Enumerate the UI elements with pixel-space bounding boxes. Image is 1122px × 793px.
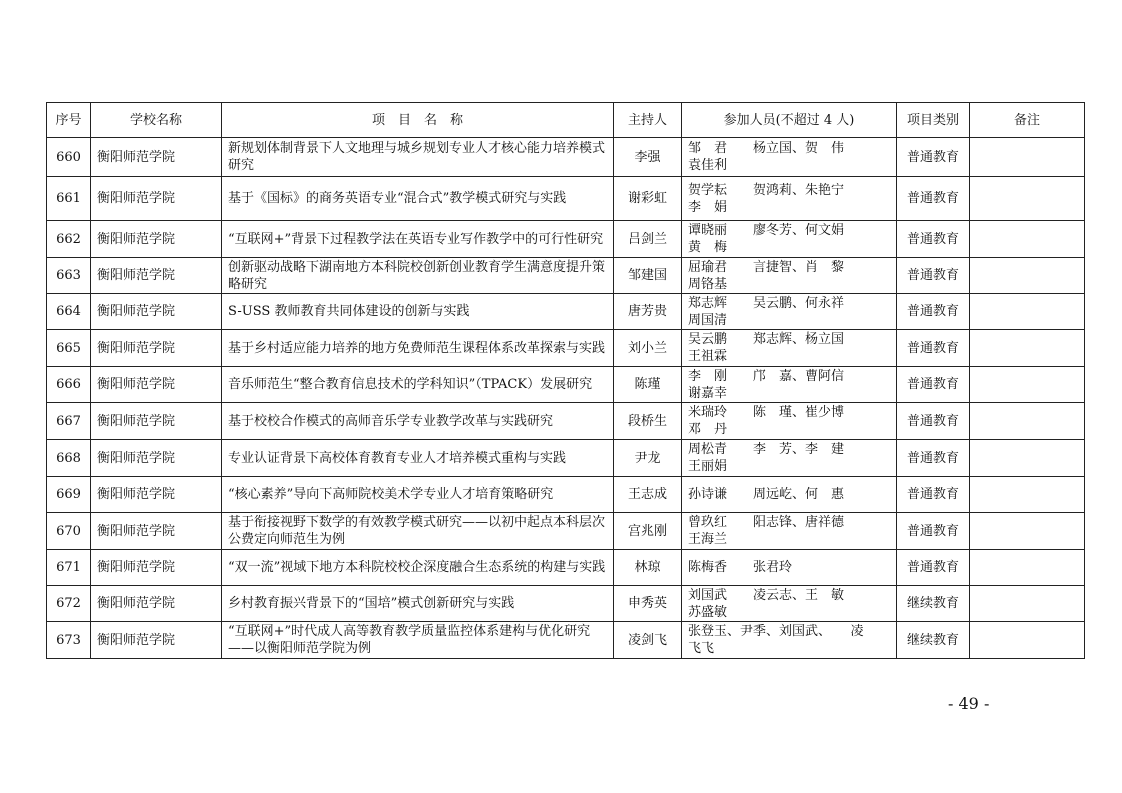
cell-school: 衡阳师范学院 — [91, 221, 222, 258]
cell-project: 创新驱动战略下湖南地方本科院校创新创业教育学生满意度提升策略研究 — [222, 258, 614, 294]
cell-host: 唐芳贵 — [614, 294, 682, 330]
cell-type: 普通教育 — [897, 330, 970, 367]
cell-note — [970, 440, 1085, 477]
cell-note — [970, 513, 1085, 550]
cell-school: 衡阳师范学院 — [91, 477, 222, 513]
table-row — [47, 550, 1085, 586]
cell-host: 邹建国 — [614, 258, 682, 294]
table-row — [47, 138, 1085, 177]
cell-type: 继续教育 — [897, 622, 970, 659]
table-header-row — [47, 103, 1085, 138]
cell-note — [970, 177, 1085, 221]
table-row — [47, 440, 1085, 477]
cell-project: S-USS 教师教育共同体建设的创新与实践 — [222, 294, 614, 330]
cell-host: 宫兆刚 — [614, 513, 682, 550]
cell-type: 普通教育 — [897, 138, 970, 177]
table-row — [47, 403, 1085, 440]
cell-no: 669 — [47, 477, 91, 513]
cell-no: 665 — [47, 330, 91, 367]
cell-members: 李 刚 邝 嘉、曹阿信 谢嘉幸 — [682, 367, 897, 403]
cell-school: 衡阳师范学院 — [91, 440, 222, 477]
cell-members: 周松青 李 芳、李 建 王丽娟 — [682, 440, 897, 477]
cell-note — [970, 294, 1085, 330]
table-row — [47, 258, 1085, 294]
cell-project: “互联网+”背景下过程教学法在英语专业写作教学中的可行性研究 — [222, 221, 614, 258]
header-host: 主持人 — [614, 103, 682, 138]
cell-project: “核心素养”导向下高师院校美术学专业人才培育策略研究 — [222, 477, 614, 513]
cell-members: 米瑞玲 陈 瑾、崔少博 邓 丹 — [682, 403, 897, 440]
cell-type: 普通教育 — [897, 177, 970, 221]
cell-members: 贺学耘 贺鸿莉、朱艳宁 李 娟 — [682, 177, 897, 221]
table-row — [47, 177, 1085, 221]
header-members: 参加人员(不超过 4 人) — [682, 103, 897, 138]
cell-no: 666 — [47, 367, 91, 403]
cell-type: 普通教育 — [897, 550, 970, 586]
cell-type: 继续教育 — [897, 586, 970, 622]
header-type: 项目类别 — [897, 103, 970, 138]
cell-host: 谢彩虹 — [614, 177, 682, 221]
cell-school: 衡阳师范学院 — [91, 138, 222, 177]
cell-members: 张登玉、尹季、刘国武、 凌 飞飞 — [682, 622, 897, 659]
table-row — [47, 330, 1085, 367]
table-row — [47, 221, 1085, 258]
cell-school: 衡阳师范学院 — [91, 622, 222, 659]
cell-members: 曾玖红 阳志锋、唐祥德 王海兰 — [682, 513, 897, 550]
cell-host: 王志成 — [614, 477, 682, 513]
cell-no: 663 — [47, 258, 91, 294]
cell-no: 673 — [47, 622, 91, 659]
cell-project: 新规划体制背景下人文地理与城乡规划专业人才核心能力培养模式研究 — [222, 138, 614, 177]
project-table — [46, 102, 1085, 659]
cell-type: 普通教育 — [897, 294, 970, 330]
cell-host: 陈瑾 — [614, 367, 682, 403]
cell-school: 衡阳师范学院 — [91, 403, 222, 440]
cell-school: 衡阳师范学院 — [91, 513, 222, 550]
table-row — [47, 294, 1085, 330]
header-school: 学校名称 — [91, 103, 222, 138]
cell-project: 专业认证背景下高校体育教育专业人才培养模式重构与实践 — [222, 440, 614, 477]
cell-type: 普通教育 — [897, 221, 970, 258]
cell-school: 衡阳师范学院 — [91, 586, 222, 622]
cell-note — [970, 622, 1085, 659]
table-row — [47, 367, 1085, 403]
cell-project: “双一流”视域下地方本科院校校企深度融合生态系统的构建与实践 — [222, 550, 614, 586]
cell-host: 刘小兰 — [614, 330, 682, 367]
cell-project: 基于《国标》的商务英语专业“混合式”教学模式研究与实践 — [222, 177, 614, 221]
table-row — [47, 477, 1085, 513]
cell-school: 衡阳师范学院 — [91, 367, 222, 403]
cell-members: 屈瑜君 言捷智、肖 黎 周铬基 — [682, 258, 897, 294]
cell-host: 申秀英 — [614, 586, 682, 622]
cell-note — [970, 258, 1085, 294]
cell-school: 衡阳师范学院 — [91, 258, 222, 294]
cell-note — [970, 367, 1085, 403]
cell-note — [970, 550, 1085, 586]
cell-school: 衡阳师范学院 — [91, 294, 222, 330]
cell-no: 672 — [47, 586, 91, 622]
cell-school: 衡阳师范学院 — [91, 177, 222, 221]
cell-note — [970, 330, 1085, 367]
cell-host: 尹龙 — [614, 440, 682, 477]
cell-type: 普通教育 — [897, 440, 970, 477]
cell-members: 陈梅香 张君玲 — [682, 550, 897, 586]
cell-type: 普通教育 — [897, 403, 970, 440]
cell-note — [970, 138, 1085, 177]
cell-project: 音乐师范生“整合教育信息技术的学科知识”（TPACK）发展研究 — [222, 367, 614, 403]
cell-type: 普通教育 — [897, 367, 970, 403]
page-number: - 49 - — [948, 694, 990, 713]
cell-no: 667 — [47, 403, 91, 440]
header-note: 备注 — [970, 103, 1085, 138]
cell-members: 邹 君 杨立国、贺 伟 袁佳利 — [682, 138, 897, 177]
header-project: 项 目 名 称 — [222, 103, 614, 138]
cell-host: 林琼 — [614, 550, 682, 586]
table-row — [47, 513, 1085, 550]
table-row — [47, 586, 1085, 622]
cell-project: 基于衔接视野下数学的有效教学模式研究——以初中起点本科层次公费定向师范生为例 — [222, 513, 614, 550]
cell-no: 660 — [47, 138, 91, 177]
cell-members: 郑志辉 吴云鹏、何永祥 周国清 — [682, 294, 897, 330]
table-row — [47, 622, 1085, 659]
cell-note — [970, 477, 1085, 513]
cell-no: 668 — [47, 440, 91, 477]
cell-school: 衡阳师范学院 — [91, 550, 222, 586]
cell-members: 刘国武 凌云志、王 敏 苏盛敏 — [682, 586, 897, 622]
cell-note — [970, 221, 1085, 258]
cell-host: 段桥生 — [614, 403, 682, 440]
cell-no: 661 — [47, 177, 91, 221]
cell-project: 乡村教育振兴背景下的“国培”模式创新研究与实践 — [222, 586, 614, 622]
cell-members: 谭晓丽 廖冬芳、何文娟 黄 梅 — [682, 221, 897, 258]
cell-host: 凌剑飞 — [614, 622, 682, 659]
cell-type: 普通教育 — [897, 513, 970, 550]
cell-no: 662 — [47, 221, 91, 258]
cell-school: 衡阳师范学院 — [91, 330, 222, 367]
cell-no: 671 — [47, 550, 91, 586]
header-no: 序号 — [47, 103, 91, 138]
cell-note — [970, 403, 1085, 440]
cell-project: “互联网+”时代成人高等教育教学质量监控体系建构与优化研究——以衡阳师范学院为例 — [222, 622, 614, 659]
cell-type: 普通教育 — [897, 477, 970, 513]
cell-project: 基于校校合作模式的高师音乐学专业教学改革与实践研究 — [222, 403, 614, 440]
cell-project: 基于乡村适应能力培养的地方免费师范生课程体系改革探索与实践 — [222, 330, 614, 367]
cell-type: 普通教育 — [897, 258, 970, 294]
cell-host: 吕剑兰 — [614, 221, 682, 258]
cell-note — [970, 586, 1085, 622]
cell-host: 李强 — [614, 138, 682, 177]
cell-members: 吴云鹏 郑志辉、杨立国 王祖霖 — [682, 330, 897, 367]
cell-no: 670 — [47, 513, 91, 550]
cell-no: 664 — [47, 294, 91, 330]
cell-members: 孙诗谦 周远屹、何 惠 — [682, 477, 897, 513]
